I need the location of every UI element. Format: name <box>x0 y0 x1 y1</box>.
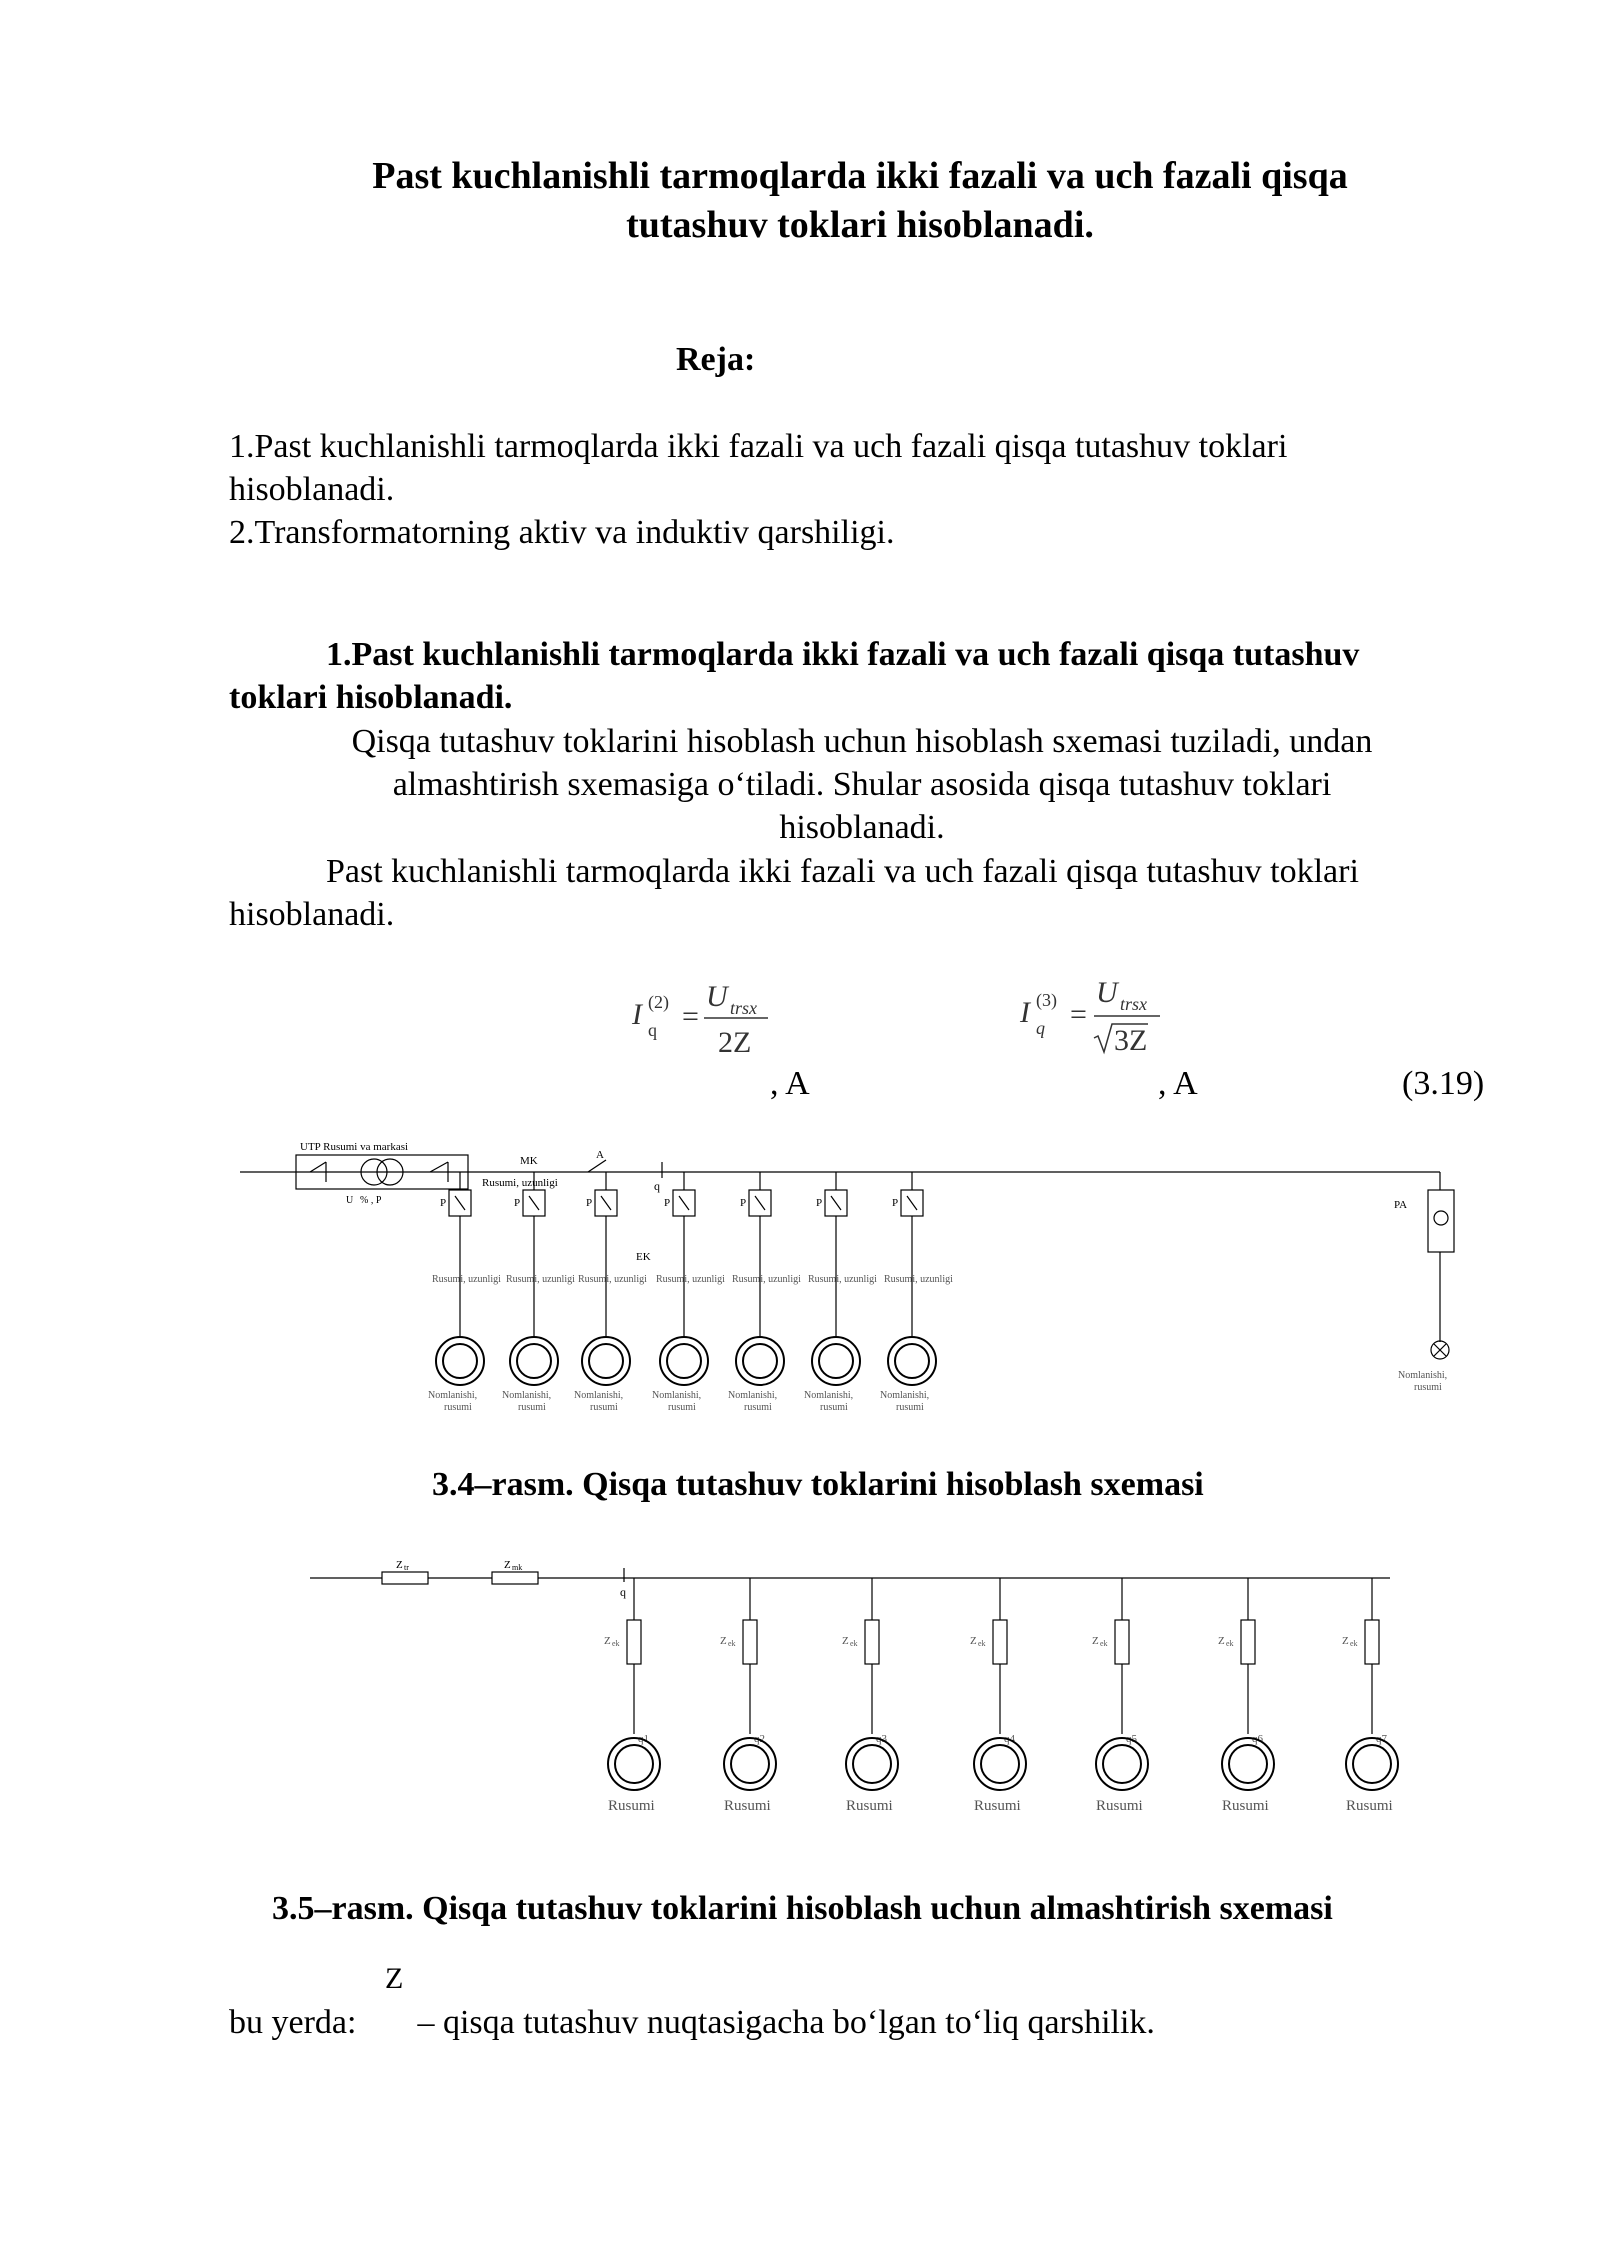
formula-three-phase <box>1008 966 1188 1058</box>
z-mk-label: Z <box>504 1559 511 1571</box>
title-line-2: tutashuv toklari hisoblanadi. <box>626 204 1094 246</box>
eq-motor-6-label: Rusumi <box>1222 1798 1269 1814</box>
eq-motor-2-q-label: q2 <box>754 1733 765 1745</box>
eq-motor-7-label: Rusumi <box>1346 1798 1393 1814</box>
motor-5-inner-icon <box>743 1344 777 1378</box>
motor-4-label-1: Nomlanishi, <box>652 1390 702 1401</box>
branch-6-p-label: P <box>816 1197 823 1209</box>
eq-branch-4-z-ek-sub: ek <box>978 1639 986 1648</box>
eq-motor-6-inner-icon <box>1229 1745 1267 1783</box>
eq-branch-5-z-ek-sub: ek <box>1100 1639 1108 1648</box>
eq-motor-1-inner-icon <box>615 1745 653 1783</box>
formula-2-sup: (3) <box>1036 990 1057 1010</box>
eq-branch-3-z-ek-resistor <box>865 1620 879 1664</box>
ek-label: EK <box>636 1251 651 1263</box>
plan-heading: Reja: <box>676 341 756 378</box>
formula-2-sub: q <box>1036 1018 1045 1038</box>
motor-2-label-1: Nomlanishi, <box>502 1390 552 1401</box>
formula-1-I: I <box>632 998 642 1031</box>
paragraph-2-line-1: Past kuchlanishli tarmoqlarda ikki fazali va uch fazali qisqa tutashuv toklari <box>326 853 1359 890</box>
branch-5-switch-icon <box>755 1196 765 1210</box>
formula-2-eq: = <box>1070 998 1087 1031</box>
breaker-a-label: A <box>596 1149 604 1161</box>
formula-1-num-sub: trsx <box>730 998 757 1018</box>
pa-box <box>1428 1190 1454 1252</box>
eq-branch-6-z-ek-resistor <box>1241 1620 1255 1664</box>
eq-motor-4-label: Rusumi <box>974 1798 1021 1814</box>
motor-7-label-2: rusumi <box>896 1402 924 1413</box>
paragraph-2-line-2: hisoblanadi. <box>229 896 395 933</box>
section-heading <box>229 633 1495 719</box>
motor-5-label-1: Nomlanishi, <box>728 1390 778 1401</box>
formula-2-I: I <box>1020 996 1030 1029</box>
branch-5-p-label: P <box>740 1197 747 1209</box>
eq-branch-6-z-ek-label: Z <box>1218 1635 1225 1647</box>
eq-motor-4-inner-icon <box>981 1745 1019 1783</box>
formula-1-unit: , A <box>770 1065 810 1102</box>
eq-branch-2-z-ek-label: Z <box>720 1635 727 1647</box>
eq-motor-3-inner-icon <box>853 1745 891 1783</box>
paragraph-1-line-3: hisoblanadi. <box>779 809 945 846</box>
motor-2-label-2: rusumi <box>518 1402 546 1413</box>
eq-branch-1-z-ek-sub: ek <box>612 1639 620 1648</box>
branch-3-p-label: P <box>586 1197 593 1209</box>
eq-branch-6-z-ek-sub: ek <box>1226 1639 1234 1648</box>
branch-2-cable-label: Rusumi, uzunligi <box>506 1274 575 1285</box>
branch-1-p-label: P <box>440 1197 447 1209</box>
formula-1-sup: (2) <box>648 992 669 1012</box>
formula-2-den: 3Z <box>1114 1024 1148 1057</box>
plan-item-2: 2.Transformatorning aktiv va induktiv qarshiligi. <box>229 514 895 551</box>
branch-3-cable-label: Rusumi, uzunligi <box>578 1274 647 1285</box>
eq-motor-2-inner-icon <box>731 1745 769 1783</box>
eq-branch-5-z-ek-resistor <box>1115 1620 1129 1664</box>
motor-6-label-2: rusumi <box>820 1402 848 1413</box>
fault-point-q-label: q <box>654 1179 660 1193</box>
eq-branch-2-z-ek-resistor <box>743 1620 757 1664</box>
lamp-label-2: rusumi <box>1414 1382 1442 1393</box>
paragraph-2 <box>229 850 1495 936</box>
switch-2-icon <box>430 1162 448 1172</box>
section-heading-line-1: 1.Past kuchlanishli tarmoqlarda ikki fazali va uch fazali qisqa tutashuv <box>326 636 1360 673</box>
where-lead: bu yerda: <box>229 2004 357 2041</box>
eq-motor-7-q-label: q7 <box>1376 1733 1387 1745</box>
figure-3-4-calculation-scheme <box>230 1138 1500 1428</box>
paragraph-1 <box>229 720 1495 849</box>
z-tr-label: Z <box>396 1559 403 1571</box>
branch-4-p-label: P <box>664 1197 671 1209</box>
motor-3-inner-icon <box>589 1344 623 1378</box>
where-clause <box>229 2004 1155 2042</box>
paragraph-1-line-2: almashtirish sxemasiga o‘tiladi. Shular asosida qisqa tutashuv toklari <box>392 766 1332 803</box>
plan-item-1-line-1: 1.Past kuchlanishli tarmoqlarda ikki fazali va uch fazali qisqa tutashuv toklari <box>229 428 1288 465</box>
eq-branch-1-z-ek-resistor <box>627 1620 641 1664</box>
mk-label: MK <box>520 1155 538 1167</box>
motor-5-label-2: rusumi <box>744 1402 772 1413</box>
motor-1-label-1: Nomlanishi, <box>428 1390 478 1401</box>
formula-2-num-U: U <box>1096 976 1118 1009</box>
utp-sub-rest: % , P <box>360 1195 382 1206</box>
eq-branch-7-z-ek-label: Z <box>1342 1635 1349 1647</box>
z-tr-sub: tr <box>404 1563 409 1572</box>
z-tr-resistor <box>382 1572 428 1584</box>
switch-1-icon <box>310 1162 326 1172</box>
where-text: – qisqa tutashuv nuqtasigacha bo‘lgan to‘liq qarshilik. <box>417 2004 1155 2041</box>
branch-3-switch-icon <box>601 1196 611 1210</box>
branch-6-cable-label: Rusumi, uzunligi <box>808 1274 877 1285</box>
motor-1-inner-icon <box>443 1344 477 1378</box>
motor-3-label-2: rusumi <box>590 1402 618 1413</box>
branch-7-switch-icon <box>907 1196 917 1210</box>
utp-sub-u: U <box>346 1195 354 1206</box>
branch-4-cable-label: Rusumi, uzunligi <box>656 1274 725 1285</box>
eq-branch-7-z-ek-resistor <box>1365 1620 1379 1664</box>
eq-motor-6-q-label: q6 <box>1252 1733 1263 1745</box>
figure-3-5-equivalent-scheme <box>300 1548 1450 1848</box>
eq-motor-3-q-label: q3 <box>876 1733 887 1745</box>
mk-sub-label: Rusumi, uzunligi <box>482 1177 558 1189</box>
motor-7-inner-icon <box>895 1344 929 1378</box>
formula-2-unit: , A <box>1158 1065 1198 1102</box>
pa-label: PA <box>1394 1199 1408 1211</box>
eq-motor-7-inner-icon <box>1353 1745 1391 1783</box>
pa-transformer-icon <box>1434 1211 1448 1225</box>
branch-2-switch-icon <box>529 1196 539 1210</box>
motor-3-label-1: Nomlanishi, <box>574 1390 624 1401</box>
motor-7-label-1: Nomlanishi, <box>880 1390 930 1401</box>
eq-motor-1-q-label: q1 <box>638 1733 649 1745</box>
formula-1-den: 2Z <box>718 1026 752 1058</box>
branch-1-switch-icon <box>455 1196 465 1210</box>
branch-4-switch-icon <box>679 1196 689 1210</box>
paragraph-1-line-1: Qisqa tutashuv toklarini hisoblash uchun hisoblash sxemasi tuziladi, undan <box>351 723 1373 760</box>
lamp-label-1: Nomlanishi, <box>1398 1370 1448 1381</box>
equation-number: (3.19) <box>1402 1065 1485 1102</box>
figure-3-5-caption: 3.5–rasm. Qisqa tutashuv toklarini hisoblash uchun almashtirish sxemasi <box>272 1890 1333 1927</box>
branch-6-switch-icon <box>831 1196 841 1210</box>
figure-3-4-caption: 3.4–rasm. Qisqa tutashuv toklarini hisoblash sxemasi <box>432 1466 1204 1503</box>
eq-branch-1-z-ek-label: Z <box>604 1635 611 1647</box>
formula-2-num-sub: trsx <box>1120 994 1147 1014</box>
motor-4-label-2: rusumi <box>668 1402 696 1413</box>
branch-2-p-label: P <box>514 1197 521 1209</box>
formula-1-num-U: U <box>706 980 728 1013</box>
eq-branch-7-z-ek-sub: ek <box>1350 1639 1358 1648</box>
eq-motor-1-label: Rusumi <box>608 1798 655 1814</box>
eq-motor-2-label: Rusumi <box>724 1798 771 1814</box>
eq-branch-3-z-ek-label: Z <box>842 1635 849 1647</box>
eq-motor-5-q-label: q5 <box>1126 1733 1137 1745</box>
motor-4-inner-icon <box>667 1344 701 1378</box>
branch-5-cable-label: Rusumi, uzunligi <box>732 1274 801 1285</box>
motor-6-inner-icon <box>819 1344 853 1378</box>
eq-branch-5-z-ek-label: Z <box>1092 1635 1099 1647</box>
formula-1-sub: q <box>648 1020 657 1040</box>
branch-7-p-label: P <box>892 1197 899 1209</box>
utp-label: UTP Rusumi va markasi <box>300 1141 409 1153</box>
z-mk-resistor <box>492 1572 538 1584</box>
formula-1-eq: = <box>682 1000 699 1033</box>
breaker-a-icon <box>588 1160 606 1172</box>
eq-branch-4-z-ek-label: Z <box>970 1635 977 1647</box>
eq-branch-3-z-ek-sub: ek <box>850 1639 858 1648</box>
motor-6-label-1: Nomlanishi, <box>804 1390 854 1401</box>
eq-motor-5-label: Rusumi <box>1096 1798 1143 1814</box>
section-heading-line-2: toklari hisoblanadi. <box>229 679 513 716</box>
motor-2-inner-icon <box>517 1344 551 1378</box>
title-line-1: Past kuchlanishli tarmoqlarda ikki fazali va uch fazali qisqa <box>372 155 1348 197</box>
figure-3-4-branches <box>428 1172 953 1413</box>
z-mk-sub: mk <box>512 1563 523 1572</box>
eq-motor-3-label: Rusumi <box>846 1798 893 1814</box>
eq-motor-5-inner-icon <box>1103 1745 1141 1783</box>
branch-1-cable-label: Rusumi, uzunligi <box>432 1274 501 1285</box>
page-title <box>230 152 1490 250</box>
motor-1-label-2: rusumi <box>444 1402 472 1413</box>
plan-item-1-line-2: hisoblanadi. <box>229 471 395 508</box>
eq-branch-4-z-ek-resistor <box>993 1620 1007 1664</box>
branch-7-cable-label: Rusumi, uzunligi <box>884 1274 953 1285</box>
plan-list <box>229 425 1489 554</box>
formula-two-phase <box>620 968 790 1058</box>
figure-3-5-branches <box>604 1578 1398 1814</box>
eq-branch-2-z-ek-sub: ek <box>728 1639 736 1648</box>
where-symbol: Z <box>385 1962 404 1995</box>
equivalent-q-label: q <box>620 1585 626 1599</box>
eq-motor-4-q-label: q4 <box>1004 1733 1015 1745</box>
